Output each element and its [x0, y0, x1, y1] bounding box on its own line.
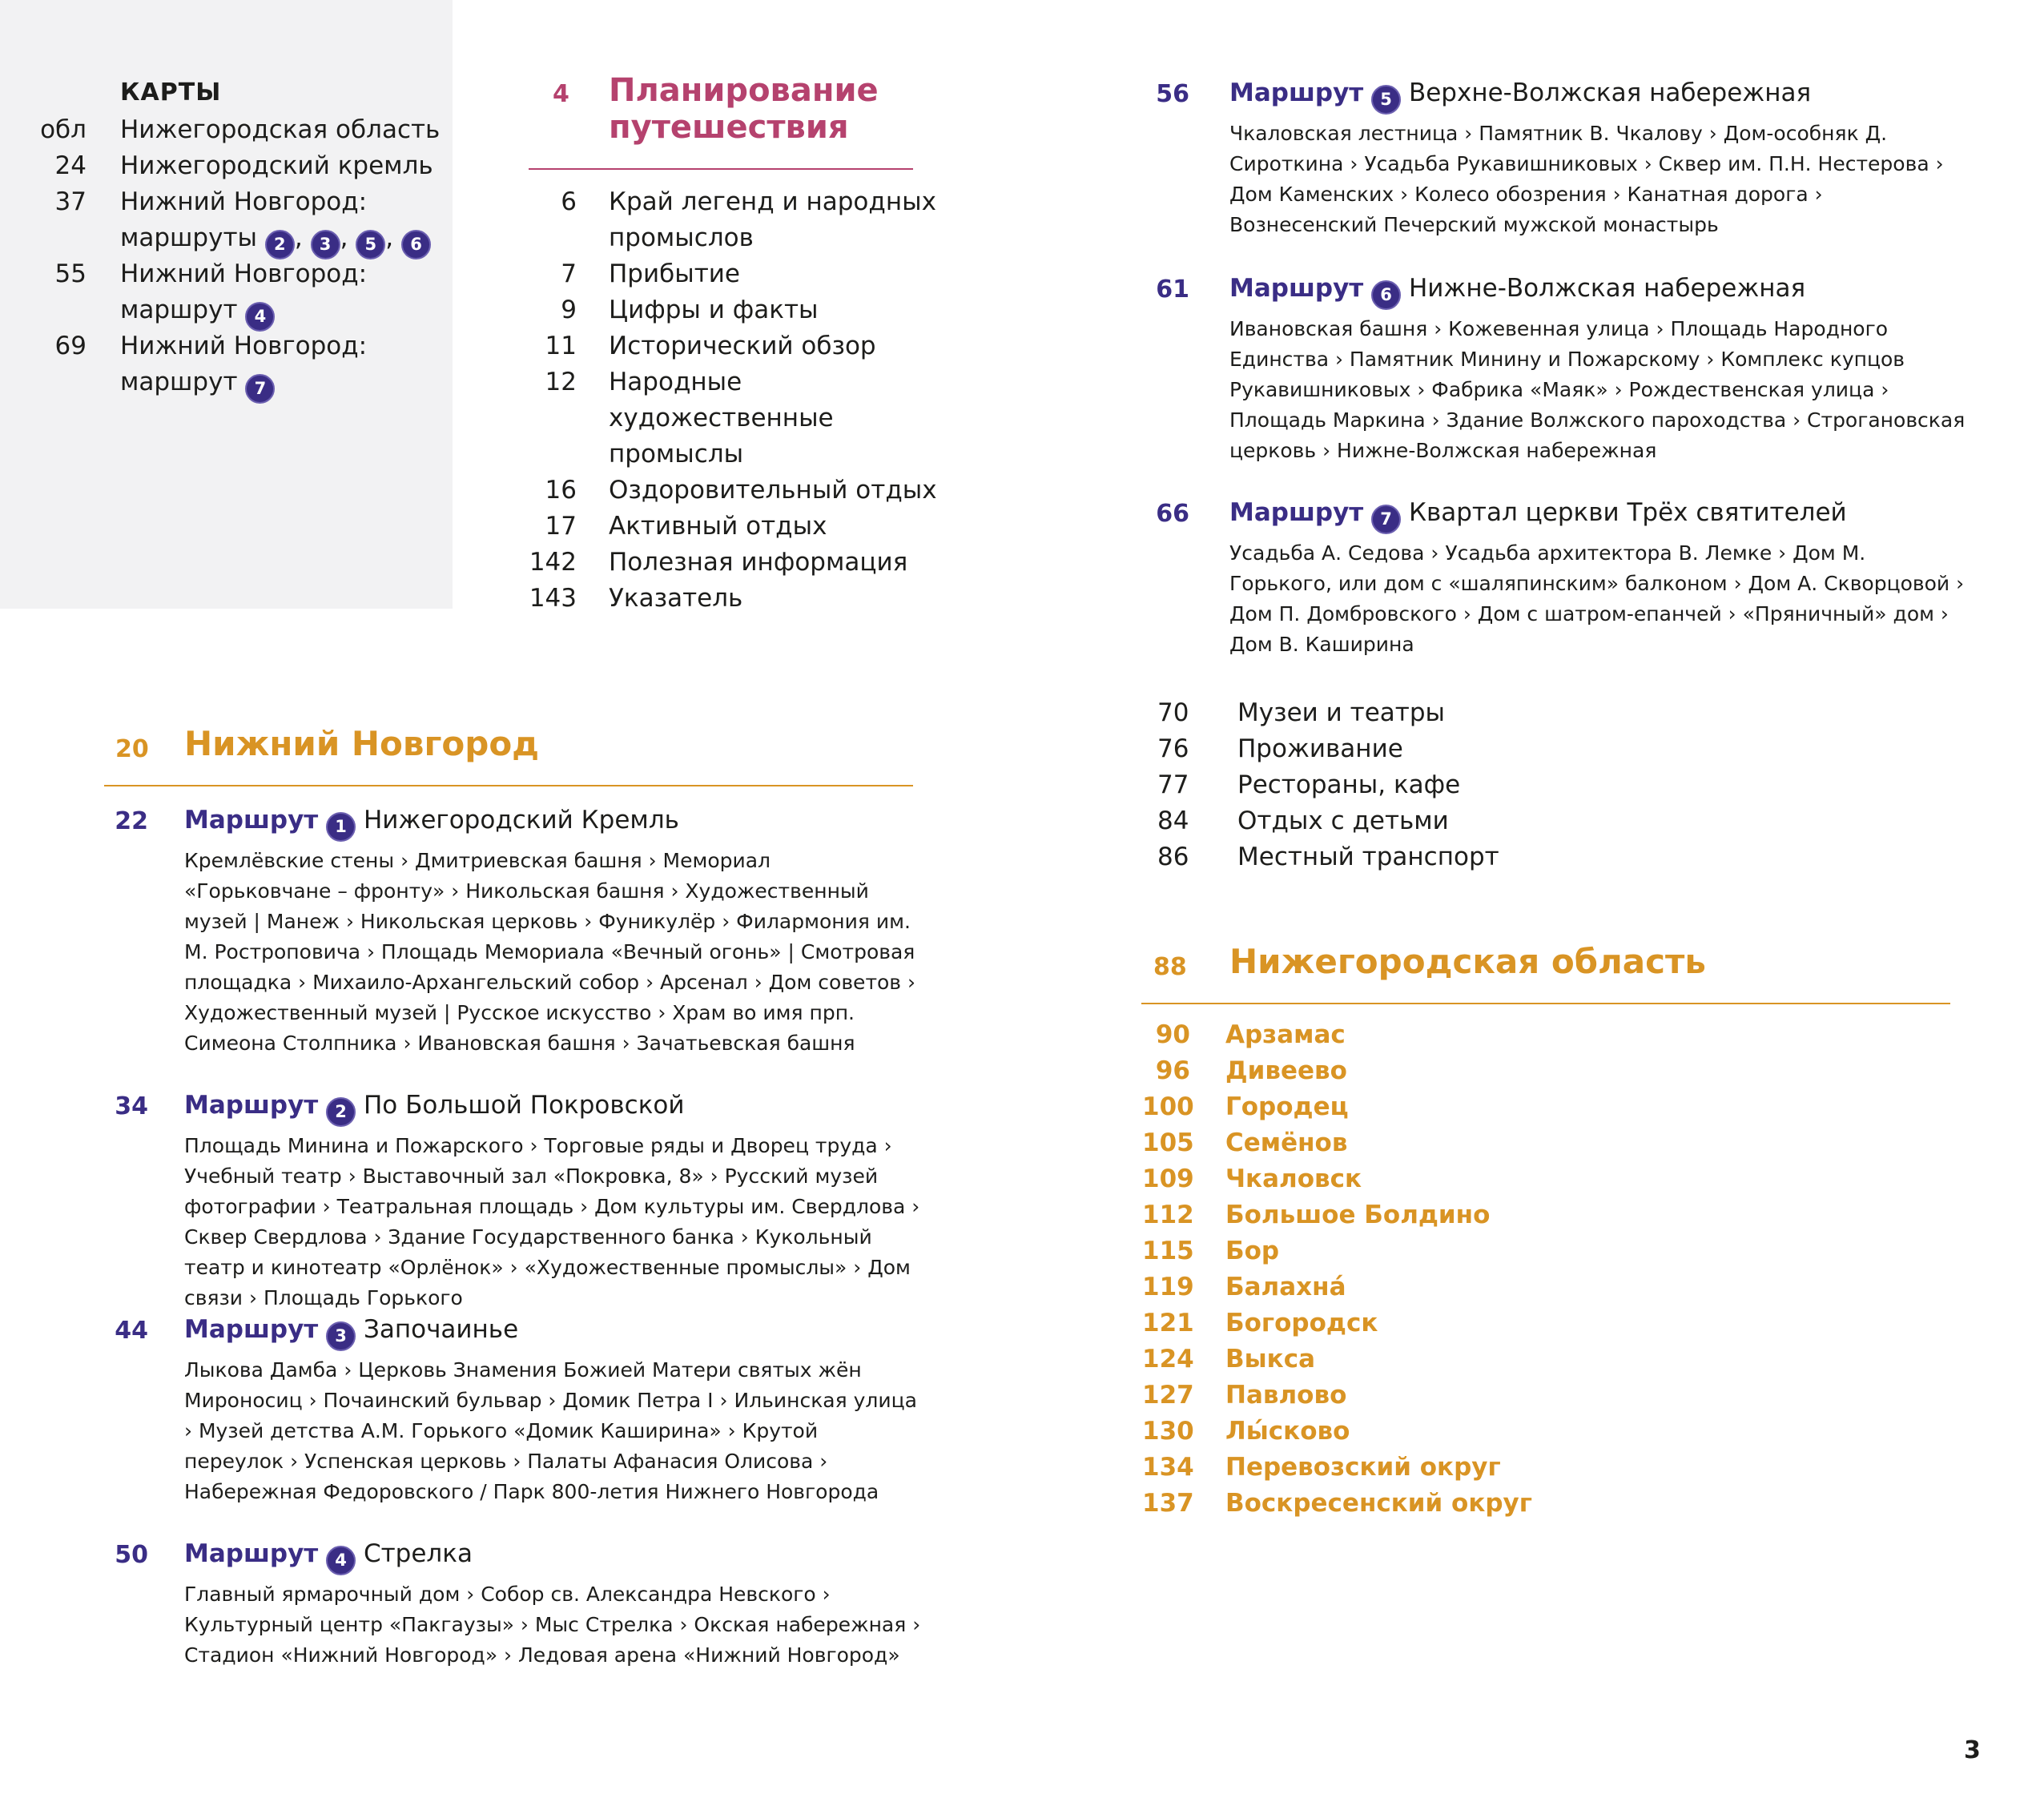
route-title: Квартал церкви Трёх святителей — [1408, 498, 1847, 527]
region-title: Богородск — [1225, 1309, 1378, 1337]
map-subtitle: маршрут — [120, 368, 238, 396]
route-description: Площадь Минина и Пожарского › Торговые ряды и Дворец труда › Учебный театр › Выставочный зал «Покровка, 8» › Русский музей фотографии › Театральная площадь › Дом культуры им. Свердлова › Сквер Свердлова › Здание Государственного банка › Кукольный театр и кинотеатр «Орлёнок» › «Художественные промыслы» › Дом связи › Площадь Горького — [184, 1134, 920, 1309]
toc-title: Музеи и театры — [1237, 698, 1445, 727]
map-title: Нижний Новгород: — [120, 259, 368, 288]
map-page-number: обл — [40, 115, 87, 144]
toc-page-number: 17 — [545, 512, 577, 541]
toc-page-number: 77 — [1157, 770, 1189, 799]
route-heading[interactable] — [1229, 78, 1811, 115]
route-page-number: 66 — [1156, 500, 1189, 528]
toc-title: Проживание — [1237, 734, 1403, 763]
route-badge-icon: 6 — [1371, 280, 1401, 310]
toc-page-number: 142 — [529, 548, 577, 577]
map-title: Нижегородский кремль — [120, 151, 433, 180]
region-page-number: 134 — [1142, 1453, 1194, 1482]
route-heading[interactable] — [184, 1539, 473, 1575]
map-page-number: 55 — [54, 259, 87, 288]
region-page-number: 109 — [1142, 1164, 1194, 1193]
toc-title: Местный транспорт — [1237, 843, 1499, 871]
region-title: Перевозский округ — [1225, 1453, 1501, 1482]
route-badge-icon: 4 — [245, 302, 275, 332]
route-heading[interactable] — [1229, 274, 1805, 310]
toc-title: Прибытие — [609, 259, 741, 288]
toc-title: Исторический обзор — [609, 332, 876, 360]
region-page-number: 130 — [1142, 1417, 1194, 1446]
route-label: Маршрут — [184, 1315, 319, 1344]
route-badge-icon: 2 — [326, 1097, 356, 1127]
badge-separator: , — [385, 223, 394, 252]
map-page-number: 24 — [54, 151, 87, 180]
route-heading[interactable] — [184, 806, 679, 842]
toc-page-number: 76 — [1157, 734, 1189, 763]
route-title: Нижегородский Кремль — [363, 806, 679, 835]
map-title: Нижний Новгород: — [120, 332, 368, 360]
route-page-number: 22 — [115, 807, 148, 835]
region-page-number: 127 — [1142, 1381, 1194, 1410]
route-page-number: 56 — [1156, 80, 1189, 108]
region-page-number: 115 — [1142, 1237, 1194, 1265]
route-page-number: 61 — [1156, 276, 1189, 304]
region-title: Воскресенский округ — [1225, 1489, 1532, 1518]
toc-title: Край легенд и народных промыслов — [609, 187, 936, 252]
route-description: Лыкова Дамба › Церковь Знамения Божией Матери святых жён Мироносиц › Почаинский бульвар › Домик Петра I › Ильинская улица › Музей детства А.М. Горького «Домик Каширина» › Крутой переулок › Успенская церковь › Палаты Афанасия Олисова › Набережная Федоровского / Парк 800-летия Нижнего Новгорода — [184, 1358, 917, 1503]
route-badge-icon: 3 — [326, 1321, 356, 1351]
section-title[interactable]: Нижний Новгород — [184, 724, 540, 763]
region-page-number: 124 — [1142, 1345, 1194, 1374]
region-title: Балахна́ — [1225, 1273, 1346, 1301]
toc-page-number: 70 — [1157, 698, 1189, 727]
route-badge-icon: 5 — [356, 230, 385, 259]
planning-divider — [529, 168, 913, 170]
toc-page-number: 84 — [1157, 806, 1189, 835]
toc-title: Полезная информация — [609, 548, 908, 577]
section-divider — [1141, 1003, 1950, 1004]
route-badge-icon: 5 — [1371, 85, 1401, 115]
toc-page-number: 86 — [1157, 843, 1189, 871]
route-description: Усадьба А. Седова › Усадьба архитектора В. Лемке › Дом М. Горького, или дом с «шаляпинским» балконом › Дом А. Скворцовой › Дом П. Домбровского › Дом с шатром-епанчей › «Пряничный» дом › Дом В. Каширина — [1229, 541, 1965, 656]
toc-title: Оздоровительный отдых — [609, 476, 937, 505]
toc-title: Цифры и факты — [609, 296, 819, 324]
map-title: Нижегородская область — [120, 115, 441, 144]
region-page-number: 121 — [1142, 1309, 1194, 1337]
route-description: Кремлёвские стены › Дмитриевская башня › Мемориал «Горьковчане – фронту» › Никольская башня › Художественный музей | Манеж › Никольская церковь › Фуникулёр › Филармония им. М. Ростроповича › Площадь Мемориала «Вечный огонь» | Смотровая площадка › Михаило-Архангельский собор › Арсенал › Дом советов › Художественный музей | Русское искусство › Храм во имя прп. Симеона Столпника › Ивановская башня › Зачатьевская башня — [184, 849, 915, 1055]
route-heading[interactable] — [1229, 498, 1847, 534]
region-title: Большое Болдино — [1225, 1201, 1491, 1229]
planning-page-number: 4 — [553, 80, 569, 108]
region-title: Дивеево — [1225, 1056, 1347, 1085]
route-title: Верхне-Волжская набережная — [1408, 78, 1812, 107]
toc-page-number: 7 — [561, 259, 577, 288]
region-title: Павлово — [1225, 1381, 1347, 1410]
region-page-number: 100 — [1142, 1092, 1194, 1121]
toc-page-number: 9 — [561, 296, 577, 324]
route-badge-icon: 1 — [326, 812, 356, 842]
route-label: Маршрут — [1229, 78, 1364, 107]
route-title: Стрелка — [363, 1539, 473, 1568]
route-description: Ивановская башня › Кожевенная улица › Площадь Народного Единства › Памятник Минину и Пожарскому › Комплекс купцов Рукавишниковых › Фабрика «Маяк» › Рождественская улица › Площадь Маркина › Здание Волжского пароходства › Строгановская церковь › Нижне-Волжская набережная — [1229, 317, 1966, 462]
route-badge-icon: 6 — [401, 230, 431, 259]
toc-page-number: 6 — [561, 187, 577, 216]
planning-title[interactable]: Планирование путешествия — [609, 72, 879, 146]
toc-title: Народные художественные промыслы — [609, 368, 834, 469]
region-page-number: 96 — [1155, 1056, 1190, 1085]
route-label: Маршрут — [1229, 274, 1364, 303]
route-description: Главный ярмарочный дом › Собор св. Александра Невского › Культурный центр «Пакгаузы» › Мыс Стрелка › Окская набережная › Стадион «Нижний Новгород» › Ледовая арена «Нижний Новгород» — [184, 1583, 921, 1667]
map-title: Нижний Новгород: — [120, 187, 368, 216]
badge-separator: , — [294, 223, 303, 252]
toc-title: Отдых с детьми — [1237, 806, 1449, 835]
route-badge-icon: 7 — [1371, 505, 1401, 534]
route-label: Маршрут — [184, 1539, 319, 1568]
section-page-number: 20 — [115, 735, 149, 763]
route-title: Започаинье — [363, 1315, 519, 1344]
region-title: Городец — [1225, 1092, 1349, 1121]
toc-page-number: 11 — [545, 332, 577, 360]
page-number: 3 — [1964, 1736, 1981, 1764]
region-title: Бор — [1225, 1237, 1280, 1265]
region-page-number: 137 — [1142, 1489, 1194, 1518]
route-badge-icon: 2 — [265, 230, 295, 259]
route-label: Маршрут — [184, 1091, 319, 1120]
route-page-number: 34 — [115, 1092, 148, 1120]
region-title: Лы́сково — [1225, 1417, 1350, 1446]
section-page-number: 88 — [1153, 953, 1187, 981]
badge-separator: , — [340, 223, 348, 252]
maps-title: КАРТЫ — [120, 78, 222, 107]
route-label: Маршрут — [184, 806, 319, 835]
toc-page-number: 143 — [529, 584, 577, 613]
region-title: Чкаловск — [1225, 1164, 1362, 1193]
section-divider — [104, 785, 913, 786]
route-label: Маршрут — [1229, 498, 1364, 527]
map-subtitle: маршрут — [120, 296, 238, 324]
map-page-number: 69 — [54, 332, 87, 360]
region-page-number: 112 — [1142, 1201, 1194, 1229]
route-page-number: 44 — [115, 1317, 148, 1345]
toc-page-number: 12 — [545, 368, 577, 396]
route-page-number: 50 — [115, 1541, 148, 1569]
map-page-number: 37 — [54, 187, 87, 216]
toc-title: Рестораны, кафе — [1237, 770, 1461, 799]
region-page-number: 90 — [1155, 1020, 1190, 1049]
route-heading[interactable] — [184, 1091, 685, 1127]
toc-title: Активный отдых — [609, 512, 827, 541]
map-subtitle: маршруты — [120, 223, 257, 252]
route-title: По Большой Покровской — [363, 1091, 685, 1120]
section-title[interactable]: Нижегородская область — [1229, 942, 1706, 981]
region-title: Арзамас — [1225, 1020, 1346, 1049]
route-badge-icon: 3 — [311, 230, 340, 259]
toc-page-number: 16 — [545, 476, 577, 505]
region-page-number: 105 — [1142, 1128, 1194, 1157]
region-title: Семёнов — [1225, 1128, 1348, 1157]
toc-title: Указатель — [609, 584, 743, 613]
route-title: Нижне-Волжская набережная — [1408, 274, 1806, 303]
region-title: Выкса — [1225, 1345, 1315, 1374]
route-heading[interactable] — [184, 1315, 518, 1351]
route-badge-icon: 4 — [326, 1546, 356, 1575]
route-description: Чкаловская лестница › Памятник В. Чкалову › Дом-особняк Д. Сироткина › Усадьба Рукавишниковых › Сквер им. П.Н. Нестерова › Дом Каменских › Колесо обозрения › Канатная дорога › Вознесенский Печерский мужской монастырь — [1229, 122, 1944, 236]
route-badge-icon: 7 — [245, 374, 275, 404]
region-page-number: 119 — [1142, 1273, 1194, 1301]
